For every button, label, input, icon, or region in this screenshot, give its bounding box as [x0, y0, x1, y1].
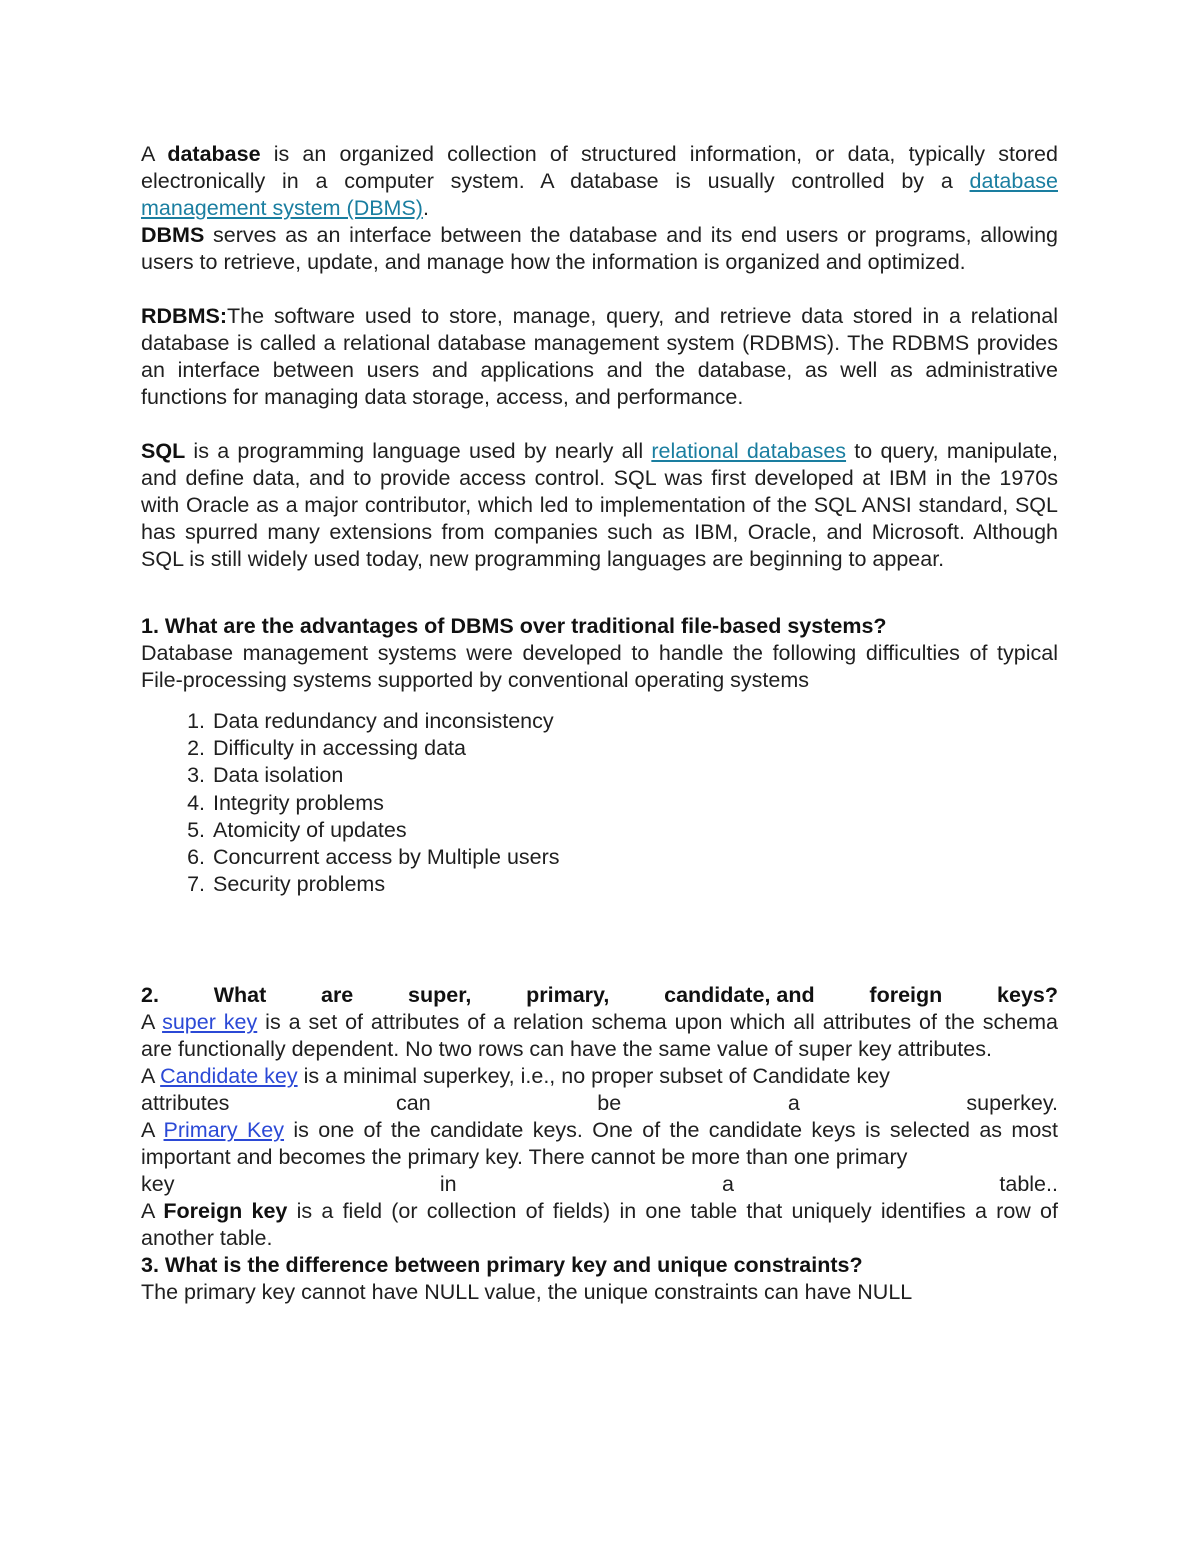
spacer: [141, 276, 1058, 303]
foreign-key-paragraph: [141, 1198, 1058, 1252]
list-item: 6. Concurrent access by Multiple users: [211, 844, 1058, 871]
heading-word: foreign: [869, 983, 943, 1008]
word: a: [722, 1172, 734, 1197]
word: attributes: [141, 1091, 230, 1116]
sql-paragraph: [141, 438, 1058, 573]
heading-word: candidate, and: [664, 983, 815, 1008]
heading-word: What: [213, 983, 267, 1008]
word: a: [787, 1091, 800, 1116]
list-item: 2. Difficulty in accessing data: [211, 735, 1058, 762]
intro-paragraph: [141, 141, 1058, 222]
text-run: A: [141, 1010, 163, 1035]
candidate-key-line-2: [141, 1090, 1058, 1117]
heading-word: 2.: [141, 983, 159, 1008]
list-item: 1. Data redundancy and inconsistency: [211, 708, 1058, 735]
text-run: serves as an interface between the database and its end users or programs, allowing users to retrieve, update, and manage how the information is organized and optimized.: [141, 223, 1058, 274]
text-run: A: [141, 142, 168, 166]
heading-word: super,: [408, 983, 472, 1008]
primary-key-link[interactable]: Primary Key: [163, 1118, 285, 1143]
word: can: [396, 1091, 431, 1116]
word: table..: [999, 1172, 1058, 1197]
text-run: to query, manipulate, and define data, and to provide access control. SQL was first developed at IBM in the 1970s with Oracle as a major contributor, which led to implementation of the SQL ANSI standard, SQL has spurred many extensions from companies such as IBM, Oracle, and Microsoft. Although SQL is still widely used today, new programming languages are beginning to appear.: [141, 439, 1058, 571]
primary-key-line-2: [141, 1171, 1058, 1198]
candidate-key-paragraph: [141, 1063, 1058, 1090]
dbms-link[interactable]: database management system (DBMS): [141, 169, 1058, 220]
primary-key-paragraph: [141, 1117, 1058, 1171]
text-run: .: [422, 196, 429, 220]
super-key-paragraph: [141, 1009, 1058, 1063]
text-run: is one of the candidate keys. One of the candidate keys is selected as most important and becomes the primary key. There cannot be more than one primary: [141, 1118, 1058, 1170]
term-sql: SQL: [141, 439, 186, 463]
list-item: 4. Integrity problems: [211, 790, 1058, 817]
word: be: [597, 1091, 622, 1116]
term-dbms: DBMS: [141, 223, 205, 247]
relational-databases-link[interactable]: relational databases: [651, 439, 847, 463]
difficulties-list: [141, 708, 1058, 898]
super-key-link[interactable]: super key: [162, 1010, 258, 1035]
rdbms-paragraph: [141, 303, 1058, 411]
heading-word: are: [320, 983, 354, 1008]
question-3-heading: 3. What is the difference between primary key and unique constraints?: [141, 1253, 863, 1278]
text-run: A: [141, 1064, 161, 1089]
word: superkey.: [966, 1091, 1058, 1116]
term-rdbms: RDBMS:: [141, 304, 227, 328]
text-run: is a field (or collection of fields) in one table that uniquely identifies a row of another table.: [141, 1199, 1058, 1251]
text-run: A: [141, 1118, 164, 1143]
word: in: [439, 1172, 457, 1197]
text-run: is an organized collection of structured information, or data, typically stored electronically in a computer system. A database is usually controlled by a: [141, 142, 1058, 193]
text-run: is a minimal superkey, i.e., no proper subset of Candidate key: [297, 1064, 890, 1089]
text-run: is a programming language used by nearly all: [185, 439, 652, 463]
list-item: 3. Data isolation: [211, 762, 1058, 789]
spacer: [141, 573, 1058, 613]
spacer: [141, 898, 1058, 982]
text-run: is a set of attributes of a relation schema upon which all attributes of the schema are functionally dependent. No two rows can have the same value of super key attributes.: [141, 1010, 1058, 1062]
question-1-answer: Database management systems were developed to handle the following difficulties of typical File-processing systems supported by conventional operating systems: [141, 641, 1058, 692]
candidate-key-link[interactable]: Candidate key: [160, 1064, 298, 1089]
heading-word: keys?: [997, 983, 1058, 1008]
term-database: database: [167, 142, 261, 166]
term-foreign-key: Foreign key: [163, 1199, 288, 1224]
question-3-answer: The primary key cannot have NULL value, the unique constraints can have NULL: [141, 1280, 913, 1305]
list-item: 5. Atomicity of updates: [211, 817, 1058, 844]
question-1-heading: 1. What are the advantages of DBMS over traditional file-based systems?: [141, 614, 887, 638]
spacer: [141, 411, 1058, 438]
text-run: A: [141, 1199, 164, 1224]
text-run: The software used to store, manage, query, and retrieve data stored in a relational database is called a relational database management system (RDBMS). The RDBMS provides an interface between users and applications and the database, as well as administrative functions for managing data storage, access, and performance.: [141, 304, 1058, 409]
list-item: 7. Security problems: [211, 871, 1058, 898]
question-2-heading: [141, 982, 1058, 1009]
document-page: [141, 141, 1058, 1306]
word: key: [141, 1172, 175, 1197]
heading-word: primary,: [526, 983, 610, 1008]
dbms-paragraph: [141, 222, 1058, 276]
